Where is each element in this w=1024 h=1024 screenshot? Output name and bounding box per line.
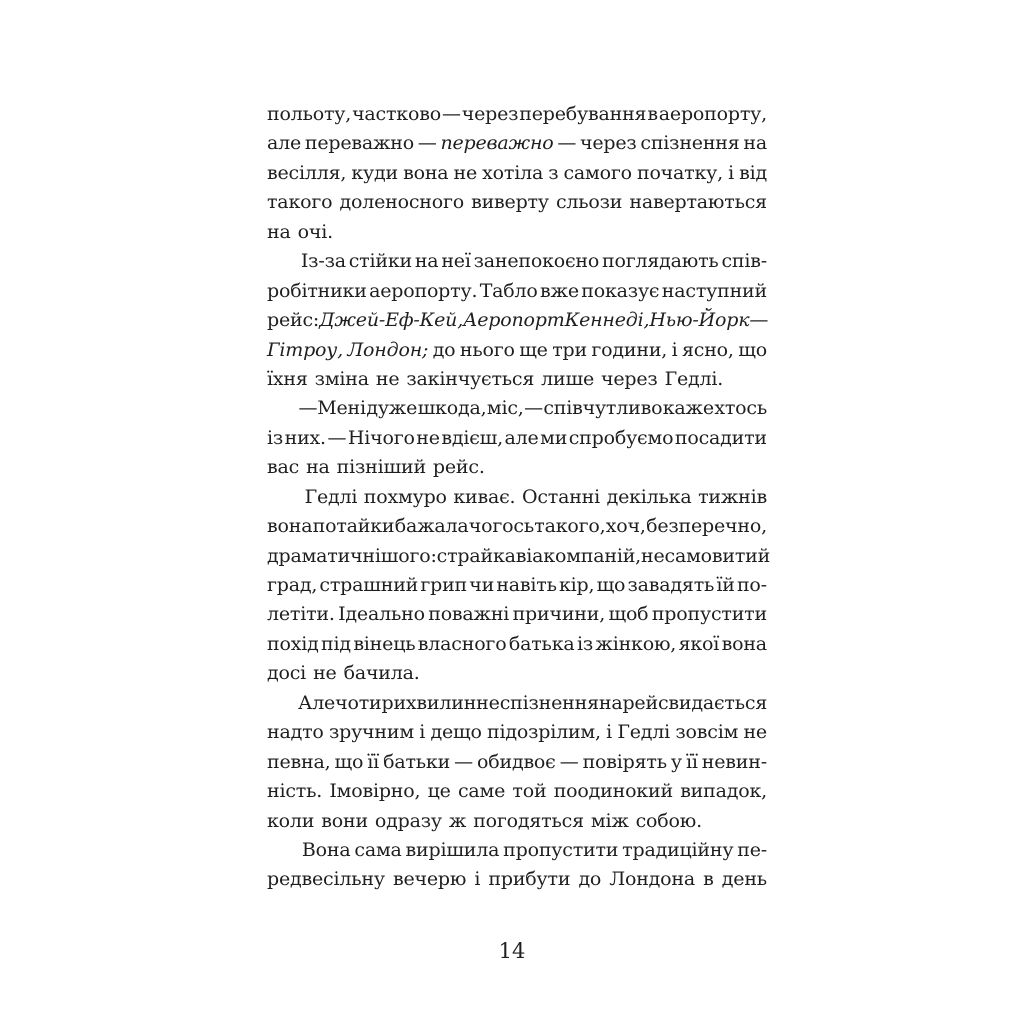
word: традиційну <box>622 838 734 861</box>
text-line <box>267 718 767 747</box>
word: декілька <box>606 485 692 508</box>
word: між <box>590 809 629 832</box>
word: по- <box>736 574 767 596</box>
word: Лондона <box>609 868 696 891</box>
word: зручним <box>328 721 414 744</box>
word: і <box>474 868 481 891</box>
word: весілля, <box>267 161 347 184</box>
word: спізнення <box>499 691 599 714</box>
word: них. <box>284 426 326 449</box>
word: — <box>559 750 579 773</box>
word: показує <box>581 279 660 302</box>
word: але <box>504 426 539 449</box>
word: занепокоєно <box>473 250 600 273</box>
word: співчутливо <box>543 397 663 420</box>
word: що <box>738 338 767 361</box>
word: це <box>427 780 451 803</box>
page-number: 14 <box>498 939 526 963</box>
word: Але <box>298 691 336 714</box>
word: пропустити <box>651 603 767 626</box>
word: рейс <box>622 691 669 714</box>
word: її <box>367 750 380 773</box>
word: щоб <box>608 603 649 626</box>
text-line <box>267 512 767 541</box>
word: — <box>749 309 769 332</box>
word: сама <box>354 838 402 861</box>
word: авіакомпаній, <box>504 544 642 567</box>
word: ність. <box>267 780 323 803</box>
word: вона <box>403 161 449 184</box>
word: початку, <box>636 161 723 184</box>
text-line <box>267 483 767 512</box>
word: причини, <box>512 603 606 626</box>
word: бажала <box>394 515 469 538</box>
word: їхня <box>267 367 308 390</box>
word: чи <box>469 574 495 596</box>
word: не <box>453 161 478 184</box>
text-line <box>267 394 767 423</box>
word: на <box>743 132 767 155</box>
word: Аеропорт <box>463 309 565 332</box>
word: міс, <box>486 397 524 420</box>
word: куди <box>351 161 398 184</box>
word: пропустити <box>503 838 619 861</box>
text-line <box>267 277 767 306</box>
word: вона <box>721 632 767 655</box>
word: саме <box>457 780 506 803</box>
word: повірять <box>582 750 667 773</box>
word: якої <box>678 632 720 655</box>
word: не <box>375 367 400 390</box>
word: не <box>416 426 440 449</box>
word: зміна <box>314 367 369 390</box>
word: погодяться <box>473 809 584 832</box>
word: Гедлі <box>304 485 358 508</box>
text-line <box>267 748 767 777</box>
word: не <box>313 662 337 685</box>
word: і <box>419 721 426 744</box>
word: лише <box>541 367 595 390</box>
text-line <box>267 247 767 276</box>
word: в <box>703 868 714 891</box>
word: із <box>576 632 593 655</box>
word: — <box>557 132 577 155</box>
word: навертаються <box>629 191 767 214</box>
text-line <box>267 777 767 806</box>
word: в <box>647 103 658 125</box>
word: град, <box>267 574 318 596</box>
word: коли <box>267 809 315 832</box>
word: Гедлі. <box>664 367 724 390</box>
word: одразу <box>374 809 442 832</box>
word: випадок, <box>680 780 767 803</box>
word: Гедлі <box>617 721 671 744</box>
word: дещо <box>430 721 482 744</box>
word: хотіла <box>482 161 544 184</box>
word: аеропорту. <box>369 279 478 302</box>
word: ще <box>519 338 548 361</box>
paragraph-indent <box>267 836 298 865</box>
text-line <box>267 453 767 482</box>
word: редвесільну <box>267 868 385 891</box>
word: собою. <box>635 809 702 832</box>
word: переважно <box>304 132 414 155</box>
word: навіть <box>496 574 557 596</box>
text-line <box>267 424 767 453</box>
word: Імовірно, <box>329 780 421 803</box>
word: жінкою, <box>595 632 677 655</box>
word: батьки <box>383 750 451 773</box>
word: видається <box>668 691 768 714</box>
word: під <box>321 632 351 655</box>
word: власного <box>417 632 507 655</box>
word: із <box>267 426 284 449</box>
word: той <box>512 780 547 803</box>
word: самого <box>563 161 632 184</box>
word: — <box>454 750 473 773</box>
word: — <box>417 132 437 155</box>
word: ясно, <box>681 338 734 361</box>
word: на <box>306 456 330 479</box>
word: рейс. <box>432 456 485 479</box>
word: аеропорту, <box>658 103 767 125</box>
word: Гітроу, <box>267 338 343 361</box>
word: потайки <box>312 515 395 538</box>
paragraph-indent <box>267 247 298 276</box>
text-line <box>267 807 767 836</box>
word: —Мені <box>298 397 366 420</box>
word: завадять <box>627 574 715 596</box>
word: Останні <box>521 485 601 508</box>
word: чогось <box>468 515 534 538</box>
word: їй <box>716 574 735 596</box>
word: певна, <box>267 750 331 773</box>
word: що <box>334 750 364 773</box>
word: кір, <box>558 574 595 596</box>
word: три <box>552 338 587 361</box>
text-line <box>267 689 767 718</box>
word: спізнення <box>640 132 740 155</box>
word: спробуємо <box>568 426 674 449</box>
word: вінець <box>353 632 416 655</box>
word: грип <box>420 574 468 596</box>
word: Джей-Еф-Кей, <box>319 309 464 332</box>
word: летіти. <box>267 603 335 626</box>
word: каже <box>662 397 714 420</box>
word: але <box>267 132 302 155</box>
word: до <box>432 338 456 361</box>
word: і <box>728 161 734 184</box>
word: і <box>606 721 613 744</box>
body-text <box>267 100 771 895</box>
word: з <box>548 161 559 184</box>
word: страшний <box>319 574 419 596</box>
word: зовсім <box>675 721 739 744</box>
text-line <box>267 659 767 688</box>
word: на <box>414 250 439 273</box>
text-line <box>267 100 767 129</box>
word: страйк <box>436 544 505 567</box>
word: поглядають <box>602 250 719 273</box>
word: очі. <box>297 220 333 243</box>
word: спів- <box>721 250 767 273</box>
word: такого, <box>534 515 606 538</box>
word: хтось <box>714 397 767 420</box>
paragraph-indent <box>267 689 298 718</box>
word: пе- <box>737 838 767 861</box>
paragraph-indent <box>267 394 298 423</box>
text-line <box>267 306 767 335</box>
word: поважні <box>428 603 510 626</box>
word: бачила. <box>343 662 420 685</box>
word: похід <box>267 632 319 655</box>
text-line <box>267 159 767 188</box>
text-line <box>267 571 767 600</box>
word: невин- <box>701 750 767 773</box>
word: чотирихвилинне <box>335 691 500 714</box>
word: вже <box>540 279 579 302</box>
word: і <box>671 338 678 361</box>
word: — <box>441 103 461 125</box>
word: через <box>601 367 658 390</box>
word: Вона <box>301 838 351 861</box>
text-line <box>267 600 767 629</box>
word: переважно <box>440 132 554 155</box>
text-line <box>267 218 767 247</box>
word: перебування <box>519 103 647 125</box>
word: обидвоє <box>477 750 556 773</box>
word: — <box>327 426 347 449</box>
word: частково <box>352 103 441 125</box>
word: ми <box>540 426 568 449</box>
word: батька <box>508 632 575 655</box>
word: вас <box>267 456 300 479</box>
word: Нью-Йорк <box>649 309 750 332</box>
word: ж <box>448 809 467 832</box>
word: не <box>743 721 767 744</box>
word: Кеннеді, <box>564 309 650 332</box>
word: тижнів <box>698 485 767 508</box>
word: вона <box>267 515 313 538</box>
word: нього <box>459 338 515 361</box>
word: сльози <box>555 191 623 214</box>
word: пізніший <box>336 456 426 479</box>
word: до <box>578 868 602 891</box>
word: поодинокий <box>553 780 673 803</box>
word: через <box>461 103 519 125</box>
word: несамовитий <box>641 544 771 567</box>
word: прибути <box>488 868 571 891</box>
word: що <box>596 574 626 596</box>
word: доленосного <box>339 191 464 214</box>
word: Табло <box>479 279 538 302</box>
text-line <box>267 336 767 365</box>
word: вирішила <box>405 838 500 861</box>
text-line <box>267 188 767 217</box>
word: безперечно, <box>646 515 767 538</box>
paragraph-indent <box>267 483 298 512</box>
word: такого <box>267 191 333 214</box>
text-line <box>267 865 767 894</box>
word: — <box>524 397 543 420</box>
word: рейс: <box>267 309 320 332</box>
text-line <box>267 836 767 865</box>
word: підозрілим, <box>487 721 601 744</box>
word: Ідеально <box>338 603 425 626</box>
word: посадити <box>674 426 767 449</box>
word: дуже <box>366 397 418 420</box>
text-line <box>267 365 767 394</box>
word: неї <box>441 250 471 273</box>
word: досі <box>267 662 307 685</box>
word: вечерю <box>392 868 467 891</box>
word: киває. <box>453 485 516 508</box>
word: драматичнішого: <box>267 544 437 567</box>
word: від <box>739 161 767 184</box>
word: вдієш, <box>441 426 503 449</box>
word: закінчується <box>406 367 535 390</box>
word: вони <box>321 809 368 832</box>
word: день <box>721 868 767 891</box>
word: Із-за <box>300 250 346 273</box>
word: виверту <box>471 191 549 214</box>
word: стійки <box>348 250 412 273</box>
word: на <box>267 220 291 243</box>
text-line <box>267 630 767 659</box>
word: на <box>598 691 623 714</box>
word: польоту, <box>267 103 352 125</box>
word: робітники <box>267 279 367 302</box>
word: у <box>670 750 682 773</box>
word: наступний <box>661 279 767 302</box>
text-line <box>267 542 771 571</box>
word: хоч, <box>605 515 646 538</box>
word: похмуро <box>363 485 447 508</box>
word: шкода, <box>417 397 487 420</box>
word: надто <box>267 721 324 744</box>
word: Лондон; <box>347 338 429 361</box>
text-line <box>267 129 767 158</box>
word: через <box>579 132 637 155</box>
word: Нічого <box>347 426 415 449</box>
word: її <box>685 750 698 773</box>
word: години, <box>591 338 668 361</box>
